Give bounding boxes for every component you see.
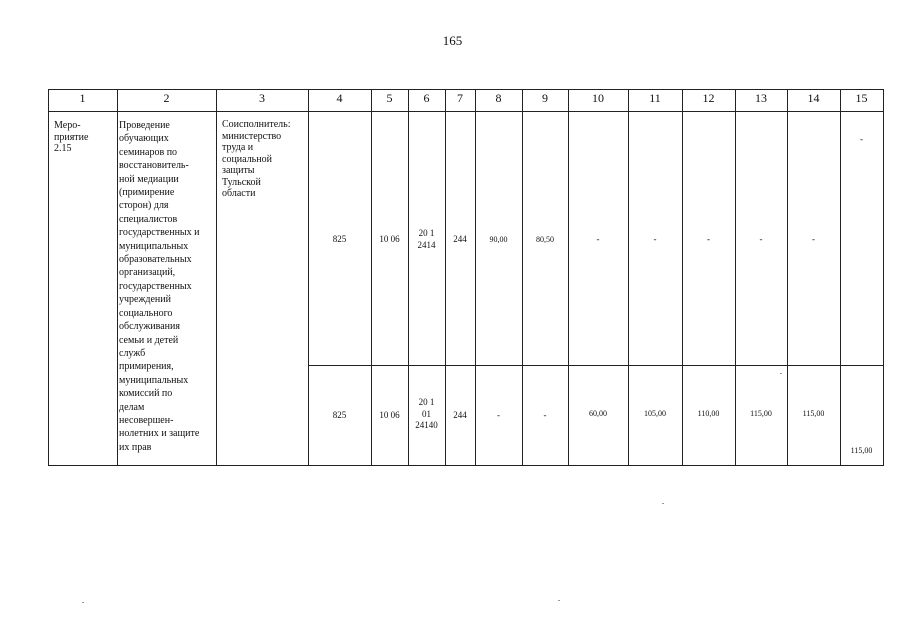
executor-line: Соисполнитель: <box>222 119 291 130</box>
description-line: муниципальных <box>119 240 189 252</box>
sub2-c6-line: 24140 <box>415 420 438 430</box>
sub1-c7: 244 <box>453 234 467 244</box>
executor-cell <box>222 119 291 200</box>
sub2-c4: 825 <box>332 410 347 420</box>
sub1-c6 <box>408 228 445 251</box>
subrow-divider <box>308 365 884 366</box>
scan-speck <box>780 373 782 374</box>
description-line: семьи и детей <box>119 334 179 346</box>
sub2-c12: 110,00 <box>697 409 720 418</box>
header-cell: 7 <box>457 91 463 105</box>
sub1-c14: - <box>812 234 815 244</box>
executor-line: министерство <box>222 130 282 142</box>
sub1-c6-line: 20 1 <box>418 228 435 238</box>
sub1-c11: - <box>653 234 657 244</box>
col-border <box>117 89 118 466</box>
sub2-c11: 105,00 <box>644 409 666 418</box>
measure-line: приятие <box>54 131 89 143</box>
description-line: обслуживания <box>119 321 180 333</box>
measure-line: Меро- <box>54 120 81 131</box>
sub2-c9: - <box>543 410 547 420</box>
measure-line: 2.15 <box>54 143 72 154</box>
description-cell <box>119 119 200 454</box>
description-line: специалистов <box>119 213 178 225</box>
header-cell: 9 <box>542 91 548 105</box>
col-border <box>216 89 217 466</box>
description-line: образовательных <box>119 254 192 266</box>
header-cell: 14 <box>807 91 820 105</box>
description-line: организаций, <box>119 267 176 279</box>
header-cell: 4 <box>336 91 343 105</box>
sub1-c8: 90,00 <box>489 235 508 244</box>
scan-speck <box>662 503 664 504</box>
description-line: Проведение <box>119 120 170 131</box>
sub1-c5: 10 06 <box>379 234 400 244</box>
description-line: обучающих <box>119 133 169 145</box>
executor-line: труда и <box>222 142 254 153</box>
description-line: государственных <box>119 280 192 292</box>
sub2-c5: 10 06 <box>379 410 400 420</box>
header-bottom-border <box>48 111 884 112</box>
header-cell: 3 <box>259 91 265 105</box>
header-cell: 2 <box>163 91 170 105</box>
header-cell: 5 <box>386 91 393 105</box>
header-cell: 1 <box>79 91 86 105</box>
executor-line: Тульской <box>222 176 261 188</box>
sub1-c15: - <box>860 134 863 144</box>
page-number: 165 <box>442 33 463 48</box>
description-line: несовершен- <box>119 414 174 426</box>
executor-line: области <box>222 188 256 199</box>
description-line: учреждений <box>119 294 171 306</box>
description-line: муниципальных <box>119 374 189 386</box>
col-border <box>883 89 884 466</box>
scan-speck <box>82 602 84 603</box>
description-line: их прав <box>119 441 152 453</box>
sub1-c6-line: 2414 <box>417 239 436 250</box>
description-line: восстановитель- <box>119 160 189 172</box>
description-line: социального <box>119 307 173 319</box>
sub2-c15: 115,00 <box>850 446 873 455</box>
scan-speck <box>558 600 560 601</box>
header-cell: 6 <box>423 91 430 105</box>
header-cell: 13 <box>755 91 767 105</box>
sub2-c8: - <box>497 410 500 420</box>
col-border <box>840 89 841 466</box>
table-bottom-border <box>48 465 884 466</box>
sub1-c12: - <box>707 234 710 244</box>
sub1-c4: 825 <box>332 234 347 244</box>
header-cell: 10 <box>592 91 604 105</box>
sub2-c10: 60,00 <box>589 409 607 418</box>
description-line: ной медиации <box>119 173 179 185</box>
executor-line: защиты <box>222 165 255 176</box>
description-line: делам <box>119 401 145 413</box>
description-line: служб <box>119 347 146 359</box>
sub2-c6 <box>408 397 445 432</box>
description-line: государственных и <box>119 227 200 239</box>
sub1-c9: 80,50 <box>536 235 554 244</box>
description-line: сторон) для <box>119 200 169 212</box>
description-line: (примирение <box>119 187 175 199</box>
executor-line: социальной <box>222 153 272 165</box>
header-cell: 8 <box>495 91 502 105</box>
sub1-c10: - <box>596 234 600 244</box>
description-line: комиссий по <box>119 388 173 400</box>
header-cell: 11 <box>649 91 661 105</box>
sub1-c13: - <box>759 234 763 244</box>
header-cell: 12 <box>702 91 715 105</box>
sub2-c14: 115,00 <box>802 409 825 418</box>
description-line: семинаров по <box>119 146 178 158</box>
sub2-c6-line: 20 1 <box>418 397 435 407</box>
table-top-border <box>48 89 884 90</box>
col-border <box>48 89 49 466</box>
sub2-c6-line: 01 <box>422 408 431 419</box>
sub2-c13: 115,00 <box>750 409 772 418</box>
header-cell: 15 <box>855 91 868 105</box>
description-line: нолетних и защите <box>119 428 200 440</box>
sub2-c7: 244 <box>453 410 467 420</box>
description-line: примирения, <box>119 361 174 373</box>
measure-cell <box>54 120 88 155</box>
